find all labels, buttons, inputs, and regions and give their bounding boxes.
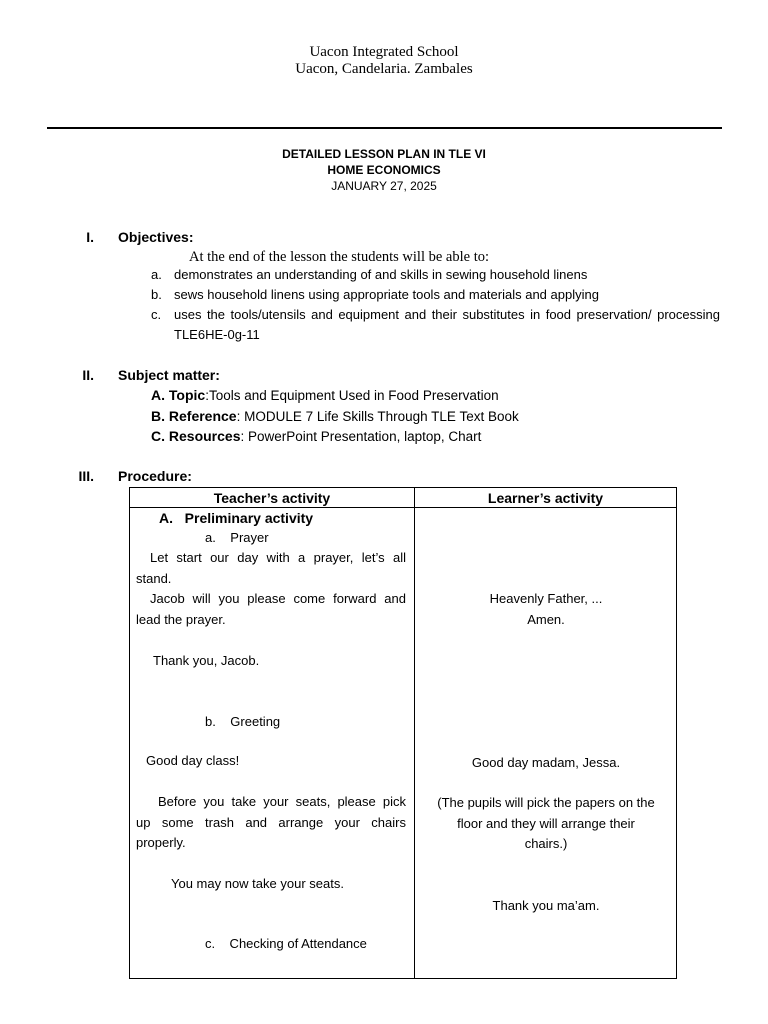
learner-prayer-line1: Heavenly Father, ... [489, 591, 603, 606]
objective-item-a: demonstrates an understanding of and skills in sewing household linens [174, 267, 588, 282]
school-header [0, 44, 768, 78]
school-address: Uacon, Candelaria. Zambales [295, 61, 473, 77]
lesson-subject: HOME ECONOMICS [327, 163, 441, 177]
objective-item-c: uses the tools/utensils and equipment and their substitutes in food preservation/ processing [174, 307, 720, 322]
header-divider [47, 127, 722, 129]
procedure-table-row [130, 508, 677, 979]
topic-value: :Tools and Equipment Used in Food Preservation [205, 388, 499, 403]
prayer-instruction-line1: Let start our day with a prayer, let’s all [150, 550, 406, 565]
prayer-heading: a. Prayer [205, 530, 269, 545]
lead-prayer-line1: Jacob will you please come forward and [150, 591, 406, 606]
procedure-table-header [130, 488, 677, 508]
resources-value: : PowerPoint Presentation, laptop, Chart [240, 429, 482, 444]
learner-pick-line1: (The pupils will pick the papers on the [437, 795, 655, 810]
subject-heading: Subject matter: [118, 367, 220, 383]
procedure-number: III. [78, 468, 94, 484]
learner-thank-you: Thank you ma’am. [492, 898, 600, 913]
seats-instruction-line2: up some trash and arrange your chairs [136, 815, 406, 830]
resources-label: C. Resources [151, 428, 241, 444]
prayer-instruction-line2: stand. [136, 571, 172, 586]
reference-value: : MODULE 7 Life Skills Through TLE Text Book [236, 409, 519, 424]
objective-item-c-code: TLE6HE-0g-11 [174, 327, 260, 342]
lesson-title-block [0, 146, 768, 194]
subject-number: II. [82, 367, 94, 383]
preliminary-activity-heading: A. Preliminary activity [159, 510, 314, 526]
lead-prayer-line2: lead the prayer. [136, 612, 226, 627]
objective-letter-b: b. [151, 287, 162, 302]
objectives-number: I. [86, 229, 94, 245]
lesson-title: DETAILED LESSON PLAN IN TLE VI [282, 147, 486, 161]
subject-topic [151, 385, 499, 407]
greeting-heading: b. Greeting [205, 714, 281, 729]
learner-activity-header: Learner’s activity [415, 488, 677, 508]
objectives-intro: At the end of the lesson the students will be able to: [189, 249, 490, 265]
learner-good-day: Good day madam, Jessa. [471, 755, 621, 770]
subject-resources [151, 426, 481, 448]
objectives-heading: Objectives: [118, 229, 194, 245]
take-seats: You may now take your seats. [171, 876, 344, 891]
school-name: Uacon Integrated School [309, 44, 459, 60]
objective-letter-a: a. [151, 267, 162, 282]
objective-item-b: sews household linens using appropriate tools and materials and applying [174, 287, 599, 302]
attendance-heading: c. Checking of Attendance [205, 936, 367, 951]
learner-activity-cell [415, 508, 677, 979]
learner-pick-line2: floor and they will arrange their [457, 816, 635, 831]
topic-label: A. Topic [151, 387, 206, 403]
subject-reference [151, 406, 519, 428]
good-day-class: Good day class! [146, 753, 240, 768]
seats-instruction-line1: Before you take your seats, please pick [158, 794, 406, 809]
procedure-table [129, 487, 677, 979]
seats-instruction-line3: properly. [136, 835, 186, 850]
teacher-activity-header: Teacher’s activity [130, 488, 415, 508]
learner-pick-line3: chairs.) [524, 836, 568, 851]
lesson-date: JANUARY 27, 2025 [331, 179, 437, 193]
objective-letter-c: c. [151, 307, 162, 322]
learner-prayer-line2: Amen. [527, 612, 565, 627]
thank-you-jacob: Thank you, Jacob. [153, 653, 260, 668]
teacher-activity-cell [130, 508, 415, 979]
reference-label: B. Reference [151, 408, 237, 424]
procedure-heading: Procedure: [118, 468, 192, 484]
